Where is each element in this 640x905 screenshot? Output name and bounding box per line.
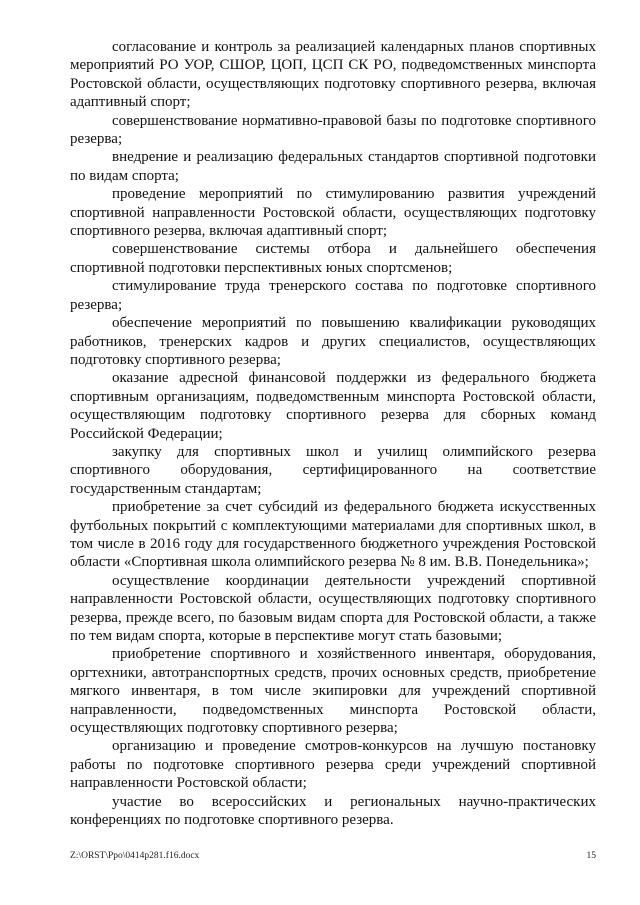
paragraph: согласование и контроль за реализацией календарных планов спортивных мероприятий РО УОР, СШОР, ЦОП, ЦСП СК РО, подведомственных минспорта Ростовской области, осуществляющих подготовку спортивного резерва, включая адаптивный спорт; (70, 39, 596, 111)
page-number: 15 (586, 851, 596, 861)
paragraph: участие во всероссийских и региональных научно-практических конференциях по подготовке спортивного резерва. (70, 793, 596, 829)
paragraph: внедрение и реализацию федеральных стандартов спортивной подготовки по видам спорта; (70, 149, 596, 184)
paragraph: организацию и проведение смотров-конкурсов на лучшую постановку работы по подготовке спортивного резерва среди учреждений спортивной направленности Ростовской области; (70, 738, 596, 792)
paragraph: обеспечение мероприятий по повышению квалификации руководящих работников, тренерских кадров и других специалистов, осуществляющих подготовку спортивного резерва; (70, 315, 596, 368)
paragraph: стимулирование труда тренерского состава по подготовке спортивного резерва; (70, 278, 596, 313)
footer-file-path: Z:\ORST\Ppo\0414p281.f16.docx (70, 851, 200, 861)
paragraph: закупку для спортивных школ и училищ олимпийского резерва спортивного оборудования, сертифицированного на соответствие государственным стандартам; (70, 443, 596, 497)
paragraph: совершенствование системы отбора и дальнейшего обеспечения спортивной подготовки перспективных юных спортсменов; (70, 241, 596, 276)
paragraph: совершенствование нормативно-правовой базы по подготовке спортивного резерва; (70, 112, 596, 148)
paragraph: осуществление координации деятельности учреждений спортивной направленности Ростовской области, осуществляющих подготовку спортивного резерва, прежде всего, по базовым видам спорта для Ростовской области, а также по тем видам спорта, которые в перспективе могут стать базовыми; (70, 572, 596, 644)
body-text (70, 38, 596, 829)
paragraph: приобретение спортивного и хозяйственного инвентаря, оборудования, оргтехники, автотранспортных средств, прочих основных средств, приобретение мягкого инвентаря, в том числе экипировки для учреждений спортивной направленности, подведомственных минспорта Ростовской области, осуществляющих подготовку спортивного резерва; (70, 646, 596, 737)
paragraph: проведение мероприятий по стимулированию развития учреждений спортивной направленности Ростовской области, осуществляющих подготовку спортивного резерва, включая адаптивный спорт; (70, 186, 596, 240)
paragraph: приобретение за счет субсидий из федерального бюджета искусственных футбольных покрытий с комплектующими материалами для спортивных школ, в том числе в 2016 году для государственного бюджетного учреждения Ростовской области «Спортивная школа олимпийского резерва № 8 им. В.В. Понедельника»; (70, 499, 596, 571)
paragraph: оказание адресной финансовой поддержки из федерального бюджета спортивным организациям, подведомственным минспорта Ростовской области, осуществляющим подготовку спортивного резерва для сборных команд Российской Федерации; (70, 370, 596, 442)
